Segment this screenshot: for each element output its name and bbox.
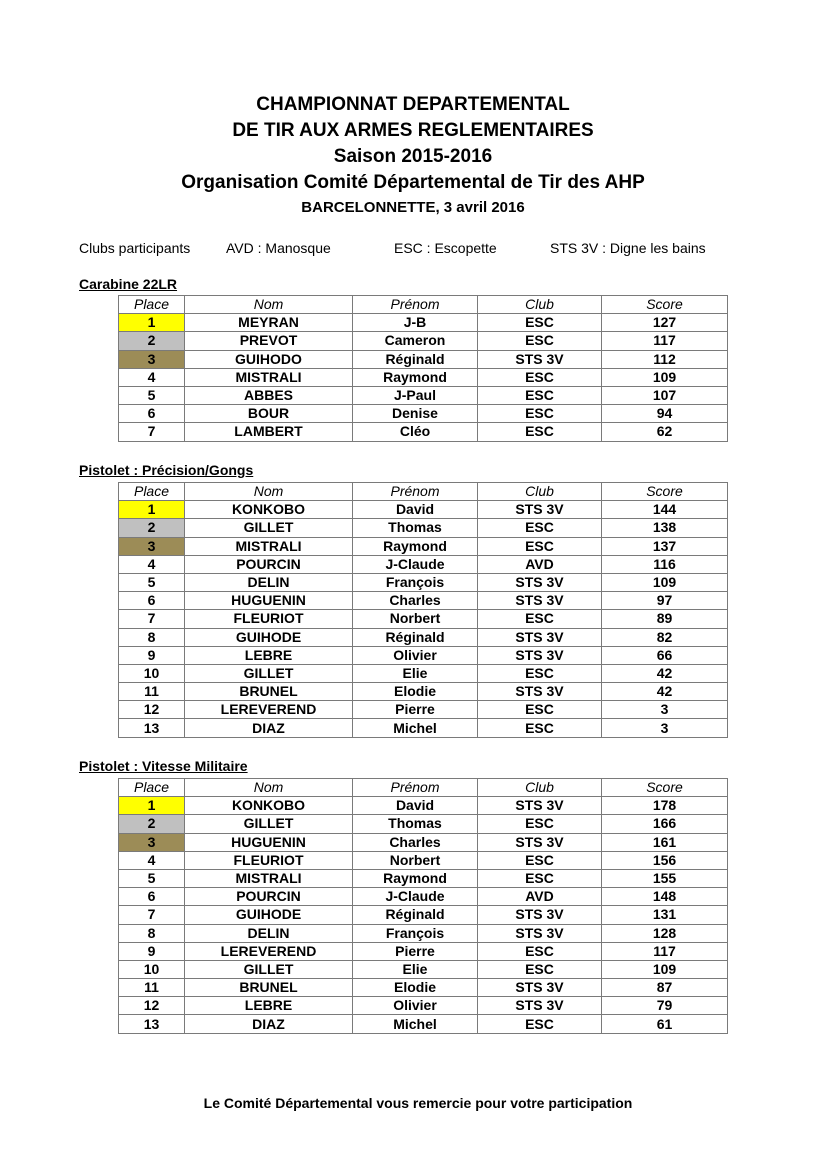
column-header-score: Score bbox=[602, 483, 728, 501]
cell-club: ESC bbox=[478, 815, 602, 833]
cell-prenom: Cléo bbox=[353, 423, 478, 441]
championship-title: CHAMPIONNAT DEPARTEMENTAL bbox=[256, 94, 570, 115]
cell-nom: GILLET bbox=[185, 519, 353, 537]
cell-nom: LEREVEREND bbox=[185, 701, 353, 719]
cell-club: AVD bbox=[478, 555, 602, 573]
cell-nom: DIAZ bbox=[185, 719, 353, 737]
results-table-precision bbox=[118, 482, 728, 738]
cell-club: STS 3V bbox=[478, 924, 602, 942]
club-esc: ESC : Escopette bbox=[394, 240, 497, 256]
cell-nom: POURCIN bbox=[185, 888, 353, 906]
cell-score: 131 bbox=[602, 906, 728, 924]
table-row bbox=[119, 797, 728, 815]
cell-nom: LEBRE bbox=[185, 646, 353, 664]
table-header-row bbox=[119, 296, 728, 314]
cell-nom: GILLET bbox=[185, 815, 353, 833]
cell-prenom: Raymond bbox=[353, 537, 478, 555]
table-header-row bbox=[119, 483, 728, 501]
cell-score: 109 bbox=[602, 573, 728, 591]
cell-nom: LAMBERT bbox=[185, 423, 353, 441]
cell-club: ESC bbox=[478, 610, 602, 628]
cell-club: STS 3V bbox=[478, 997, 602, 1015]
cell-place: 8 bbox=[119, 628, 185, 646]
cell-score: 137 bbox=[602, 537, 728, 555]
cell-club: STS 3V bbox=[478, 833, 602, 851]
cell-club: ESC bbox=[478, 314, 602, 332]
footer-thanks: Le Comité Départemental vous remercie pour votre participation bbox=[203, 1095, 633, 1111]
column-header-place: Place bbox=[119, 483, 185, 501]
table-row bbox=[119, 592, 728, 610]
cell-score: 66 bbox=[602, 646, 728, 664]
cell-score: 42 bbox=[602, 683, 728, 701]
cell-club: ESC bbox=[478, 405, 602, 423]
cell-nom: LEREVEREND bbox=[185, 942, 353, 960]
participating-clubs bbox=[79, 240, 739, 258]
cell-place: 5 bbox=[119, 386, 185, 404]
cell-place: 2 bbox=[119, 332, 185, 350]
table-row bbox=[119, 888, 728, 906]
cell-club: ESC bbox=[478, 519, 602, 537]
column-header-place: Place bbox=[119, 779, 185, 797]
column-header-club: Club bbox=[478, 296, 602, 314]
column-header-prenom: Prénom bbox=[353, 296, 478, 314]
cell-club: STS 3V bbox=[478, 628, 602, 646]
table-row bbox=[119, 555, 728, 573]
table-row bbox=[119, 719, 728, 737]
cell-score: 87 bbox=[602, 979, 728, 997]
cell-place: 13 bbox=[119, 1015, 185, 1033]
cell-prenom: Charles bbox=[353, 833, 478, 851]
cell-nom: MISTRALI bbox=[185, 368, 353, 386]
cell-nom: DELIN bbox=[185, 573, 353, 591]
cell-club: STS 3V bbox=[478, 979, 602, 997]
cell-place: 8 bbox=[119, 924, 185, 942]
column-header-nom: Nom bbox=[185, 483, 353, 501]
table-row bbox=[119, 386, 728, 404]
table-row bbox=[119, 537, 728, 555]
cell-score: 42 bbox=[602, 664, 728, 682]
cell-prenom: Pierre bbox=[353, 701, 478, 719]
cell-prenom: Cameron bbox=[353, 332, 478, 350]
column-header-score: Score bbox=[602, 296, 728, 314]
cell-score: 82 bbox=[602, 628, 728, 646]
column-header-nom: Nom bbox=[185, 296, 353, 314]
cell-place: 7 bbox=[119, 906, 185, 924]
cell-club: STS 3V bbox=[478, 573, 602, 591]
column-header-prenom: Prénom bbox=[353, 779, 478, 797]
cell-nom: FLEURIOT bbox=[185, 851, 353, 869]
cell-prenom: J-Claude bbox=[353, 555, 478, 573]
table-row bbox=[119, 924, 728, 942]
cell-nom: POURCIN bbox=[185, 555, 353, 573]
cell-score: 97 bbox=[602, 592, 728, 610]
table-row bbox=[119, 519, 728, 537]
cell-score: 155 bbox=[602, 869, 728, 887]
cell-score: 107 bbox=[602, 386, 728, 404]
cell-club: ESC bbox=[478, 537, 602, 555]
cell-score: 148 bbox=[602, 888, 728, 906]
table-row bbox=[119, 851, 728, 869]
cell-place: 3 bbox=[119, 350, 185, 368]
cell-club: STS 3V bbox=[478, 592, 602, 610]
cell-score: 3 bbox=[602, 701, 728, 719]
table-row bbox=[119, 610, 728, 628]
cell-place: 11 bbox=[119, 979, 185, 997]
cell-place: 13 bbox=[119, 719, 185, 737]
table-row bbox=[119, 368, 728, 386]
table-row bbox=[119, 869, 728, 887]
cell-place: 4 bbox=[119, 555, 185, 573]
cell-prenom: Réginald bbox=[353, 350, 478, 368]
cell-club: ESC bbox=[478, 423, 602, 441]
cell-club: ESC bbox=[478, 960, 602, 978]
cell-score: 156 bbox=[602, 851, 728, 869]
cell-nom: GUIHODE bbox=[185, 906, 353, 924]
table-row bbox=[119, 350, 728, 368]
cell-nom: KONKOBO bbox=[185, 501, 353, 519]
clubs-label: Clubs participants bbox=[79, 240, 191, 256]
column-header-club: Club bbox=[478, 779, 602, 797]
championship-subtitle: DE TIR AUX ARMES REGLEMENTAIRES bbox=[232, 120, 594, 141]
cell-score: 178 bbox=[602, 797, 728, 815]
cell-score: 79 bbox=[602, 997, 728, 1015]
cell-place: 4 bbox=[119, 368, 185, 386]
cell-club: STS 3V bbox=[478, 350, 602, 368]
cell-place: 3 bbox=[119, 537, 185, 555]
cell-prenom: David bbox=[353, 501, 478, 519]
cell-nom: GILLET bbox=[185, 664, 353, 682]
cell-prenom: Elodie bbox=[353, 979, 478, 997]
cell-prenom: Elie bbox=[353, 960, 478, 978]
cell-prenom: J-Paul bbox=[353, 386, 478, 404]
cell-place: 4 bbox=[119, 851, 185, 869]
cell-nom: KONKOBO bbox=[185, 797, 353, 815]
column-header-place: Place bbox=[119, 296, 185, 314]
table-row bbox=[119, 501, 728, 519]
table-row bbox=[119, 646, 728, 664]
cell-prenom: Olivier bbox=[353, 997, 478, 1015]
table-row bbox=[119, 332, 728, 350]
cell-nom: LEBRE bbox=[185, 997, 353, 1015]
table-row bbox=[119, 833, 728, 851]
cell-score: 3 bbox=[602, 719, 728, 737]
cell-prenom: Michel bbox=[353, 719, 478, 737]
cell-prenom: J-B bbox=[353, 314, 478, 332]
cell-nom: MEYRAN bbox=[185, 314, 353, 332]
table-row bbox=[119, 942, 728, 960]
cell-score: 109 bbox=[602, 960, 728, 978]
cell-place: 3 bbox=[119, 833, 185, 851]
column-header-nom: Nom bbox=[185, 779, 353, 797]
section-title-precision: Pistolet : Précision/Gongs bbox=[79, 462, 254, 478]
column-header-score: Score bbox=[602, 779, 728, 797]
cell-club: AVD bbox=[478, 888, 602, 906]
cell-nom: PREVOT bbox=[185, 332, 353, 350]
cell-club: ESC bbox=[478, 942, 602, 960]
cell-place: 12 bbox=[119, 997, 185, 1015]
cell-club: ESC bbox=[478, 332, 602, 350]
cell-place: 2 bbox=[119, 815, 185, 833]
cell-prenom: Pierre bbox=[353, 942, 478, 960]
cell-club: STS 3V bbox=[478, 906, 602, 924]
cell-place: 7 bbox=[119, 610, 185, 628]
cell-score: 117 bbox=[602, 332, 728, 350]
cell-club: STS 3V bbox=[478, 501, 602, 519]
cell-place: 1 bbox=[119, 501, 185, 519]
cell-prenom: Réginald bbox=[353, 906, 478, 924]
cell-nom: HUGUENIN bbox=[185, 833, 353, 851]
season-label: Saison 2015-2016 bbox=[333, 146, 493, 167]
location-date: BARCELONNETTE, 3 avril 2016 bbox=[301, 199, 525, 216]
cell-score: 117 bbox=[602, 942, 728, 960]
table-row bbox=[119, 573, 728, 591]
cell-prenom: Olivier bbox=[353, 646, 478, 664]
cell-prenom: François bbox=[353, 924, 478, 942]
cell-place: 1 bbox=[119, 797, 185, 815]
cell-nom: FLEURIOT bbox=[185, 610, 353, 628]
table-row bbox=[119, 815, 728, 833]
cell-prenom: Elodie bbox=[353, 683, 478, 701]
table-row bbox=[119, 701, 728, 719]
cell-place: 5 bbox=[119, 573, 185, 591]
cell-nom: BOUR bbox=[185, 405, 353, 423]
cell-club: ESC bbox=[478, 701, 602, 719]
cell-place: 11 bbox=[119, 683, 185, 701]
cell-score: 116 bbox=[602, 555, 728, 573]
cell-prenom: Réginald bbox=[353, 628, 478, 646]
cell-club: ESC bbox=[478, 368, 602, 386]
cell-prenom: François bbox=[353, 573, 478, 591]
cell-place: 9 bbox=[119, 646, 185, 664]
cell-place: 6 bbox=[119, 405, 185, 423]
cell-score: 89 bbox=[602, 610, 728, 628]
table-row bbox=[119, 960, 728, 978]
table-row bbox=[119, 314, 728, 332]
cell-nom: HUGUENIN bbox=[185, 592, 353, 610]
column-header-prenom: Prénom bbox=[353, 483, 478, 501]
cell-score: 127 bbox=[602, 314, 728, 332]
section-title-vitesse: Pistolet : Vitesse Militaire bbox=[79, 758, 248, 774]
table-row bbox=[119, 628, 728, 646]
cell-club: STS 3V bbox=[478, 646, 602, 664]
cell-nom: DELIN bbox=[185, 924, 353, 942]
cell-club: ESC bbox=[478, 386, 602, 404]
cell-nom: GILLET bbox=[185, 960, 353, 978]
cell-club: STS 3V bbox=[478, 797, 602, 815]
cell-score: 144 bbox=[602, 501, 728, 519]
cell-place: 10 bbox=[119, 664, 185, 682]
cell-prenom: Charles bbox=[353, 592, 478, 610]
cell-prenom: Michel bbox=[353, 1015, 478, 1033]
cell-score: 109 bbox=[602, 368, 728, 386]
cell-place: 12 bbox=[119, 701, 185, 719]
cell-prenom: Norbert bbox=[353, 610, 478, 628]
column-header-club: Club bbox=[478, 483, 602, 501]
club-sts: STS 3V : Digne les bains bbox=[550, 240, 706, 256]
table-row bbox=[119, 1015, 728, 1033]
cell-prenom: David bbox=[353, 797, 478, 815]
cell-nom: MISTRALI bbox=[185, 869, 353, 887]
cell-score: 112 bbox=[602, 350, 728, 368]
table-row bbox=[119, 683, 728, 701]
table-row bbox=[119, 906, 728, 924]
cell-nom: GUIHODE bbox=[185, 628, 353, 646]
cell-score: 166 bbox=[602, 815, 728, 833]
cell-score: 138 bbox=[602, 519, 728, 537]
cell-prenom: Raymond bbox=[353, 368, 478, 386]
cell-nom: GUIHODO bbox=[185, 350, 353, 368]
cell-place: 6 bbox=[119, 592, 185, 610]
cell-place: 10 bbox=[119, 960, 185, 978]
cell-prenom: Elie bbox=[353, 664, 478, 682]
cell-club: ESC bbox=[478, 664, 602, 682]
table-row bbox=[119, 664, 728, 682]
cell-score: 62 bbox=[602, 423, 728, 441]
cell-club: ESC bbox=[478, 851, 602, 869]
cell-nom: BRUNEL bbox=[185, 979, 353, 997]
cell-nom: ABBES bbox=[185, 386, 353, 404]
table-header-row bbox=[119, 779, 728, 797]
cell-score: 61 bbox=[602, 1015, 728, 1033]
cell-club: ESC bbox=[478, 869, 602, 887]
section-title-carabine: Carabine 22LR bbox=[79, 276, 178, 292]
cell-place: 6 bbox=[119, 888, 185, 906]
cell-prenom: Thomas bbox=[353, 815, 478, 833]
cell-prenom: Raymond bbox=[353, 869, 478, 887]
cell-place: 7 bbox=[119, 423, 185, 441]
cell-prenom: J-Claude bbox=[353, 888, 478, 906]
results-table-carabine bbox=[118, 295, 728, 442]
cell-club: STS 3V bbox=[478, 683, 602, 701]
cell-place: 2 bbox=[119, 519, 185, 537]
cell-place: 1 bbox=[119, 314, 185, 332]
cell-prenom: Denise bbox=[353, 405, 478, 423]
cell-score: 161 bbox=[602, 833, 728, 851]
table-row bbox=[119, 423, 728, 441]
cell-place: 5 bbox=[119, 869, 185, 887]
club-avd: AVD : Manosque bbox=[226, 240, 331, 256]
organizer-label: Organisation Comité Départemental de Tir des AHP bbox=[181, 172, 645, 193]
cell-prenom: Thomas bbox=[353, 519, 478, 537]
cell-nom: BRUNEL bbox=[185, 683, 353, 701]
cell-prenom: Norbert bbox=[353, 851, 478, 869]
table-row bbox=[119, 405, 728, 423]
cell-club: ESC bbox=[478, 719, 602, 737]
cell-club: ESC bbox=[478, 1015, 602, 1033]
cell-place: 9 bbox=[119, 942, 185, 960]
cell-score: 128 bbox=[602, 924, 728, 942]
cell-nom: MISTRALI bbox=[185, 537, 353, 555]
cell-score: 94 bbox=[602, 405, 728, 423]
results-table-vitesse bbox=[118, 778, 728, 1034]
table-row bbox=[119, 979, 728, 997]
cell-nom: DIAZ bbox=[185, 1015, 353, 1033]
table-row bbox=[119, 997, 728, 1015]
